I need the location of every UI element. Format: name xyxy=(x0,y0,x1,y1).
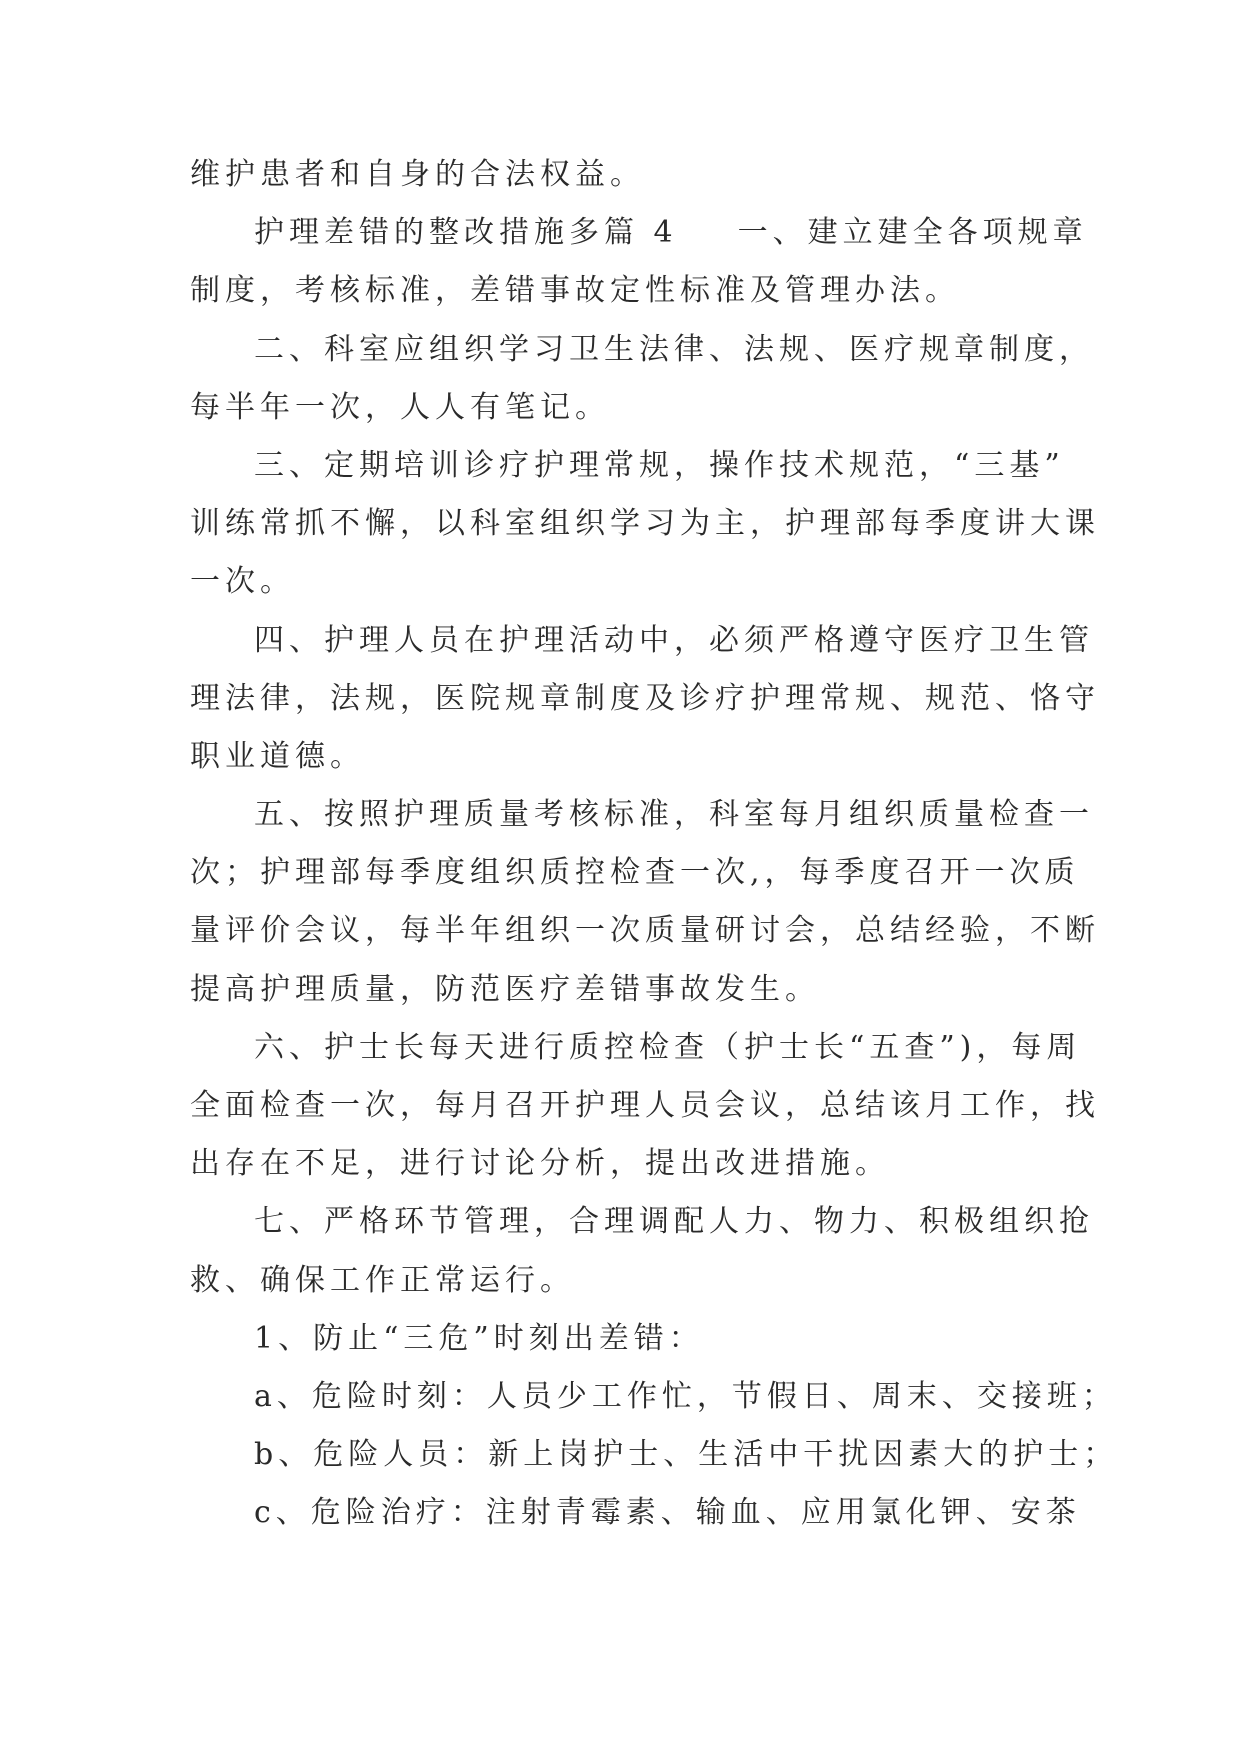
text-line: 提高护理质量，防范医疗差错事故发生。 xyxy=(190,971,820,1007)
text-line: 制度，考核标准，差错事故定性标准及管理办法。 xyxy=(190,273,960,309)
text-line: 次；护理部每季度组织质控检查一次,，每季度召开一次质 xyxy=(190,855,1080,891)
text-line: b、危险人员：新上岗护士、生活中干扰因素大的护士； xyxy=(254,1437,1119,1473)
text-line: 维护患者和自身的合法权益。 xyxy=(190,157,645,192)
document-page xyxy=(190,146,1119,1543)
text-line: 1、防止“三危”时刻出差错： xyxy=(254,1320,704,1356)
text-line: 三、定期培训诊疗护理常规，操作技术规范，“三基” xyxy=(254,447,1065,483)
text-line: 职业道德。 xyxy=(190,738,365,774)
text-line: 七、严格环节管理，合理调配人力、物力、积极组织抢 xyxy=(254,1204,1094,1240)
text-line: 四、护理人员在护理活动中，必须严格遵守医疗卫生管 xyxy=(254,622,1094,658)
text-line: 一次。 xyxy=(190,564,295,600)
text-line: 全面检查一次，每月召开护理人员会议，总结该月工作，找 xyxy=(190,1088,1100,1123)
text-line: 二、科室应组织学习卫生法律、法规、医疗规章制度， xyxy=(254,331,1094,367)
text-line: 救、确保工作正常运行。 xyxy=(190,1262,575,1298)
text-line: 五、按照护理质量考核标准，科室每月组织质量检查一 xyxy=(254,797,1094,833)
text-line: a、危险时刻：人员少工作忙，节假日、周末、交接班； xyxy=(254,1378,1117,1414)
text-line: 理法律，法规，医院规章制度及诊疗护理常规、规范、恪守 xyxy=(190,680,1100,716)
text-line: c、危险治疗：注射青霉素、输血、应用氯化钾、安茶 xyxy=(254,1495,1081,1531)
text-line: 训练常抓不懈，以科室组织学习为主，护理部每季度讲大课 xyxy=(190,506,1100,542)
section-heading: 护理差错的整改措施多篇 4 xyxy=(254,215,678,251)
text-line: 每半年一次，人人有笔记。 xyxy=(190,389,610,425)
section-item: 一、建立建全各项规章 xyxy=(737,215,1088,251)
text-line: 出存在不足，进行讨论分析，提出改进措施。 xyxy=(190,1146,890,1182)
text-line-heading xyxy=(190,204,1088,262)
text-line: 六、护士长每天进行质控检查（护士长“五查”)，每周 xyxy=(254,1029,1082,1065)
text-line: 量评价会议，每半年组织一次质量研讨会，总结经验，不断 xyxy=(190,913,1100,949)
